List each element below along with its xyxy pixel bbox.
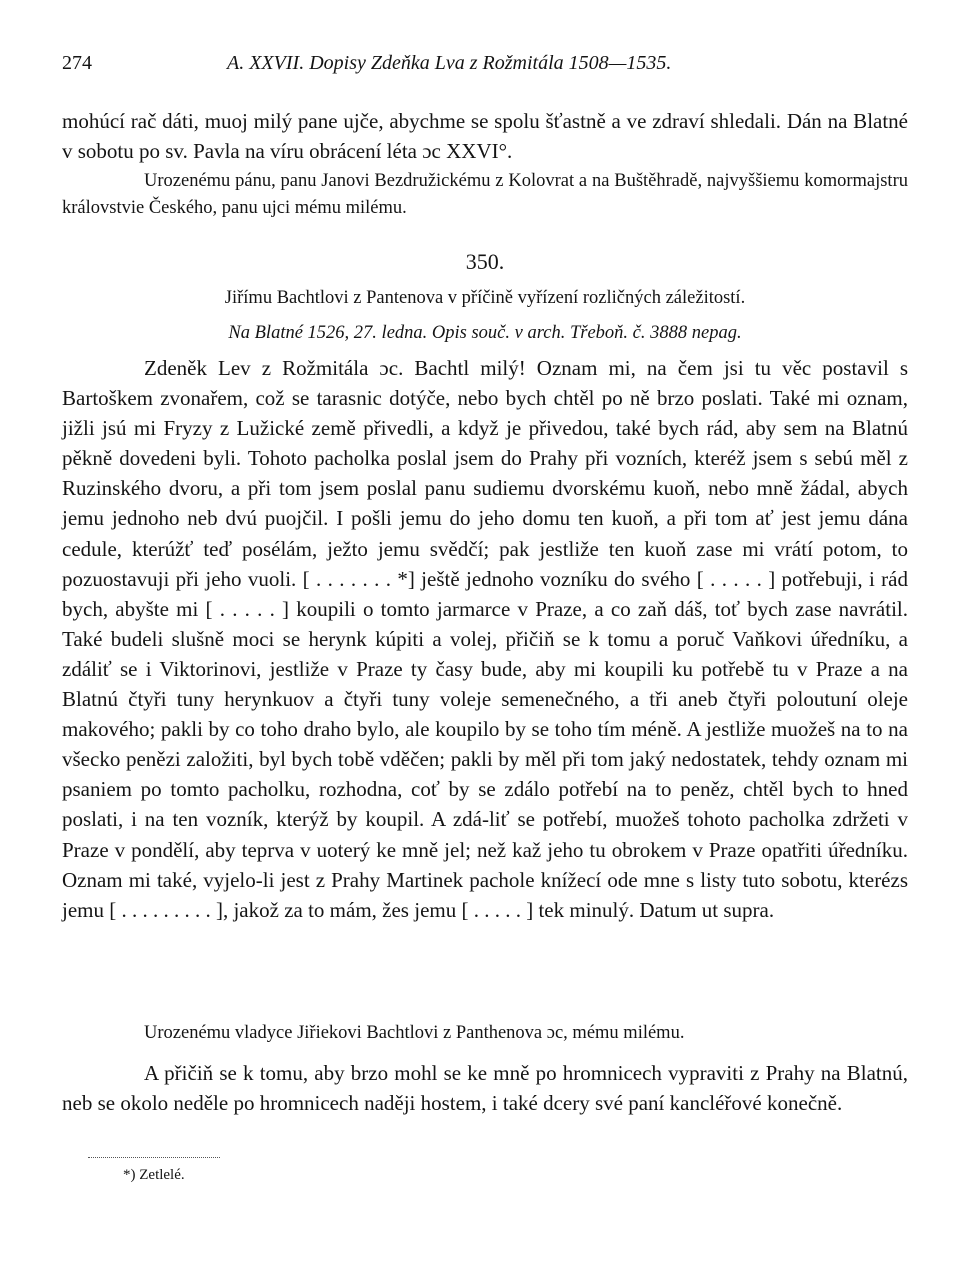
footnote-divider [88, 1157, 220, 1158]
footnote: *) Zetlelé. [123, 1167, 185, 1183]
letter-postscript: A přičiň se k tomu, aby brzo mohl se ke mně po hromnicech vypraviti z Prahy na Blatnú, neb se okolo neděle po hromnicech naději hostem, i také dcery své paní kancléřové konečně. [62, 1061, 908, 1115]
previous-letter-closing: mohúcí rač dáti, muoj milý pane ujče, abychme se spolu šťastně a ve zdraví shledali. Dán na Blatné v sobotu po sv. Pavla na víru obrácení léta ɔc XXVI°. [62, 109, 908, 163]
page-header [62, 52, 898, 82]
letter-address: Urozenému vladyce Jiřiekovi Bachtlovi z Panthenova ɔc, mému milému. [144, 1023, 685, 1043]
previous-letter-address: Urozenému pánu, panu Janovi Bezdružickému z Kolovrat a na Buštěhradě, najvyššiemu komormajstru královstvie Českého, panu ujci mému milému. [62, 171, 908, 218]
running-title: A. XXVII. Dopisy Zdeňka Lva z Rožmitála 1508—1535. [227, 52, 672, 74]
document-regest: Jiřímu Bachtlovi z Pantenova v příčině vyřízení rozličných záležitostí. [224, 288, 746, 308]
document-number: 350. [465, 249, 505, 274]
letter-body: Zdeněk Lev z Rožmitála ɔc. Bachtl milý! Oznam mi, na čem jsi tu věc postavil s Bartoškem zvonařem, což se tarasnic dotýče, nebo bych chtěl po ně brzo poslati. Také mi oznam, jižli jsú mi Fryzy z Lužické země přivedli, a když je přivedou, také bych rád, aby sem na Blatnú pěkně dovedeni byli. Tohoto pacholka poslal jsem do Prahy při vozních, kteréž jsem s sebú měl z Ruzinského dvoru, a při tom jsem poslal panu sudiemu dvorskému kuoň, nebo mně žádal, abych jemu jednoho neb dvú puojčil. I pošli jemu do jeho domu ten kuoň, a při tom ať jest jemu dána cedule, kterúžť teď posélám, ježto jemu svědčí; pak jestliže ten kuoň zase mi vrátí potom, to pozuostavuji při jeho vuoli. [ . . . . . . . *] ještě jednoho vozníku do svého [ . . . . . ] potřebuji, i rád bych, abyšte mi [ . . . . . ] koupili o tomto jarmarce v Praze, a co zaň dáš, toť bych zase navrátil. Také budeli slušně moci se herynk kúpiti a volej, přičiň se k tomu a poruč Vaňkovi úředníku, a zdáliť se i Viktorinovi, jestliže v Praze ty časy bude, aby mi koupili ku potřebě tu v Praze a na Blatnú čtyři tuny herynkuov a čtyři tuny voleje semenečného, a tři aneb čtyři poloutuní oleje makového; pakli by co toho draho bylo, ale koupilo by se toho tím méně. A jestliže muožeš na to na všecko penězi založiti, byl bych tobě vděčen; pakli by měl při tom jaký nedostatek, tehdy oznam mi psaniem po tomto pacholku, rozhodna, coť by se zdálo potřebí na to peněz, chtěl bych to hned poslati, i na ten vozník, kterýž by koupil. A zdá-liť se potřebí, muožeš tohoto pacholka zdržeti v Praze v pondělí, aby teprva v uoterý ke mně jel; než kaž jeho tu obrokem v Praze opatřiti úředníku. Oznam mi také, vyjelo-li jest z Prahy Martinek pachole knížecí ode mne s listy tuto sobotu, kterézs jemu [ . . . . . . . . . ], jakož za to mám, žes jemu [ . . . . . ] tek minulý. Datum ut supra. [62, 356, 908, 922]
document-source: Na Blatné 1526, 27. ledna. Opis souč. v arch. Třeboň. č. 3888 nepag. [228, 323, 742, 343]
page-number: 274 [62, 52, 92, 74]
